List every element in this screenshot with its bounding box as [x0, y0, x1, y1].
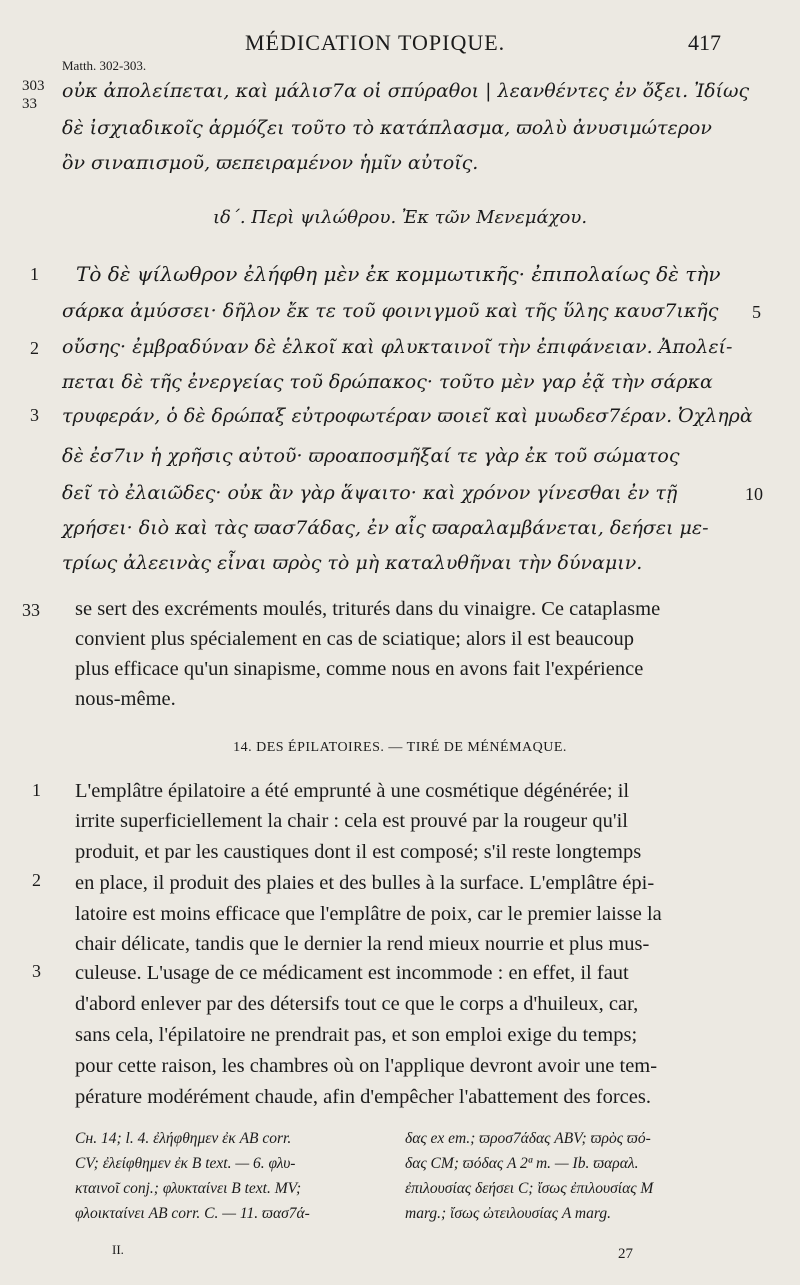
french-line: en place, il produit des plaies et des bulles à la surface. L'emplâtre épi- [75, 872, 655, 894]
margin-number: 5 [752, 302, 761, 322]
french-line: plus efficace qu'un sinapisme, comme nous en avons fait l'expérience [75, 658, 644, 680]
french-line: irrite superficiellement la chair : cela est prouvé par la rougeur qu'il [75, 810, 628, 832]
french-line: d'abord enlever par des détersifs tout ce que le corps a d'huileux, car, [75, 993, 639, 1015]
greek-line: σάρκα ἀμύσσει· δῆλον ἔκ τε τοῦ φοινιγμοῦ καὶ τῆς ὕλης καυσ7ικῆς [62, 300, 719, 322]
apparatus-note-line: δας ex em.; ϖροσ7άδας ABV; ϖρὸς ϖό- [405, 1130, 651, 1147]
margin-number: 33 [22, 600, 40, 620]
reference-note: Matth. 302-303. [62, 58, 147, 73]
margin-number: 33 [22, 96, 37, 112]
signature-mark: 27 [618, 1246, 633, 1262]
french-line: L'emplâtre épilatoire a été emprunté à une cosmétique dégénérée; il [75, 780, 630, 802]
margin-number: 3 [30, 405, 39, 425]
french-line: sans cela, l'épilatoire ne prendrait pas, et son emploi exige du temps; [75, 1024, 638, 1046]
greek-line: οὔσης· ἐμβραδύναν δὲ ἑλκοῖ καὶ φλυκταινοῖ τὴν ἐπιφάνειαν. Ἀπολεί- [62, 336, 733, 358]
french-line: latoire est moins efficace que l'emplâtre de poix, car le premier laisse la [75, 903, 662, 925]
apparatus-note-line: CV; ἐλείφθημεν ἐκ B text. — 6. φλυ- [75, 1155, 296, 1172]
greek-line: δεῖ τὸ ἐλαιῶδες· οὐκ ἂν γὰρ ἅψαιτο· καὶ χρόνον γίνεσθαι ἐν τῇ [62, 482, 678, 504]
apparatus-note-line: δας CM; ϖόδας A 2ª m. — Ib. ϖαραλ. [405, 1155, 639, 1172]
apparatus-note-line: κταινοῖ conj.; φλυκταίνει B text. MV; [75, 1180, 302, 1197]
french-line: culeuse. L'usage de ce médicament est incommode : en effet, il faut [75, 962, 629, 984]
french-line: pérature modérément chaude, afin d'empêcher l'abattement des forces. [75, 1086, 651, 1108]
greek-line: δὲ ἐσ7ιν ἡ χρῆσις αὐτοῦ· ϖροαποσμῆξαί τε γὰρ ἐκ τοῦ σώματος [62, 445, 680, 467]
greek-line: Τὸ δὲ ψίλωθρον ἐλήφθη μὲν ἐκ κομμωτικῆς· ἐπιπολαίως δὲ τὴν [76, 262, 721, 286]
margin-number: 2 [30, 338, 39, 358]
french-line: pour cette raison, les chambres où on l'applique devront avoir une tem- [75, 1055, 658, 1077]
french-line: produit, et par les caustiques dont il est composé; s'il reste longtemps [75, 841, 642, 863]
apparatus-note-line: ἐπιλουσίας δεήσει C; ἴσως ἐπιλουσίας M [405, 1180, 654, 1197]
french-line: chair délicate, tandis que le dernier la rend mieux nourrie et plus mus- [75, 933, 650, 955]
margin-number: 10 [745, 484, 763, 504]
page-number: 417 [688, 30, 721, 55]
margin-number: 2 [32, 870, 41, 890]
apparatus-note-line: marg.; ἴσως ὠτειλουσίας A marg. [405, 1205, 611, 1222]
french-line: nous-même. [75, 688, 176, 710]
apparatus-note-line: φλοικταίνει AB corr. C. — 11. ϖασ7ά- [75, 1205, 310, 1222]
margin-number: 303 [22, 78, 45, 94]
french-section-title: 14. DES ÉPILATOIRES. — TIRÉ DE MÉNÉMAQUE. [233, 740, 567, 755]
greek-line: οὐκ ἀπολείπεται, καὶ μάλισ7α οἱ σπύραθοι | λεανθέντες ἐν ὄξει. Ἰδίως [62, 80, 750, 102]
greek-line: ὂν σιναπισμοῦ, ϖεπειραμένον ἡμῖν αὐτοῖς. [62, 152, 479, 174]
apparatus-note-line: Cʜ. 14; l. 4. ἐλήφθημεν ἐκ AB corr. [75, 1130, 292, 1147]
page-title: MÉDICATION TOPIQUE. [245, 30, 506, 55]
greek-line: πεται δὲ τῆς ἐνεργείας τοῦ δρώπακος· τοῦτο μὲν γαρ ἐᾷ τὴν σάρκα [62, 371, 713, 393]
greek-line: δὲ ἰσχιαδικοῖς ἁρμόζει τοῦτο τὸ κατάπλασμα, ϖολὺ ἀνυσιμώτερον [62, 117, 712, 139]
french-line: se sert des excréments moulés, triturés dans du vinaigre. Ce cataplasme [75, 598, 661, 620]
french-line: convient plus spécialement en cas de sciatique; alors il est beaucoup [75, 628, 635, 650]
greek-line: τρίως ἀλεεινὰς εἶναι ϖρὸς τὸ μὴ καταλυθῆναι τὴν δύναμιν. [62, 552, 643, 574]
margin-number: 3 [32, 961, 41, 981]
margin-number: 1 [30, 264, 39, 284]
margin-number: 1 [32, 780, 41, 800]
greek-section-title: ιδ΄. Περὶ ψιλώθρου. Ἐκ τῶν Μενεμάχου. [212, 207, 588, 228]
greek-line: τρυφεράν, ὁ δὲ δρώπαξ εὐτροφωτέραν ϖοιεῖ καὶ μυωδεσ7έραν. Ὀχληρὰ [62, 405, 753, 427]
signature-mark: II. [112, 1242, 124, 1257]
greek-line: χρήσει· διὸ καὶ τὰς ϖασ7άδας, ἐν αἷς ϖαραλαμβάνεται, δεήσει με- [62, 517, 709, 539]
